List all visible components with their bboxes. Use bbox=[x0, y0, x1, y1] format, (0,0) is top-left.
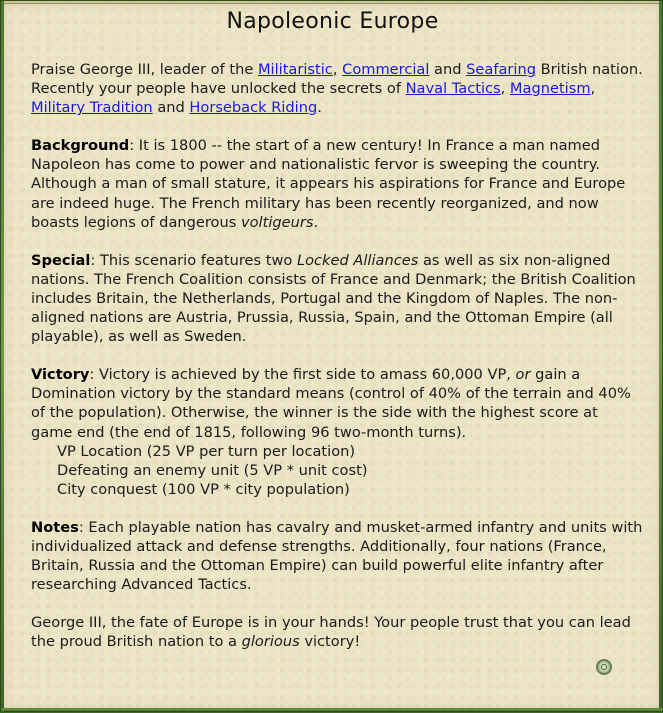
tech-link-magnetism[interactable]: Magnetism bbox=[509, 80, 591, 98]
dialog-border-right bbox=[659, 1, 662, 713]
intro-text: . bbox=[317, 99, 322, 117]
intro-paragraph bbox=[31, 60, 643, 117]
dialog-title: Napoleonic Europe bbox=[226, 9, 439, 34]
intro-text: , bbox=[500, 80, 510, 98]
tech-link-horseback-riding[interactable]: Horseback Riding bbox=[189, 99, 318, 117]
closing-italic: glorious bbox=[241, 633, 300, 651]
background-paragraph bbox=[31, 136, 643, 231]
intro-text: Praise George III, leader of the bbox=[31, 61, 258, 78]
intro-text: British nation. Recently your people have unlocked the secrets of bbox=[31, 61, 643, 98]
dialog-border-left bbox=[1, 1, 4, 713]
victory-heading: Victory bbox=[31, 366, 90, 384]
heading-colon: : bbox=[78, 518, 89, 536]
background-end: . bbox=[313, 213, 319, 231]
background-heading: Background bbox=[31, 137, 130, 155]
victory-text: Victory is achieved by the first side to amass 60,000 VP, bbox=[98, 366, 516, 384]
heading-colon: : bbox=[129, 137, 139, 155]
tech-link-naval-tactics[interactable]: Naval Tactics bbox=[405, 80, 501, 98]
ok-circle-icon[interactable] bbox=[596, 659, 612, 675]
tech-link-military-tradition[interactable]: Military Tradition bbox=[31, 99, 153, 117]
victory-item: VP Location (25 VP per turn per location) bbox=[57, 442, 356, 460]
closing-paragraph bbox=[31, 613, 643, 651]
background-italic: voltigeurs bbox=[240, 213, 314, 231]
notes-text: Each playable nation has cavalry and musket-armed infantry and units with individualized attack and defense strengths. Additionally, four nations (France, Britain, Russia and the Ottoman Empire) can build powerful elite infantry after researching Advanced Tactics. bbox=[31, 518, 643, 594]
special-text: as well as six non-aligned nations. The French Coalition consists of France and Denmark; the British Coalition includes Britain, the Netherlands, Portugal and the Kingdom of Naples. The non-aligned nations are Austria, Prussia, Russia, Spain, and the Ottoman Empire (all playable), as well as Sweden. bbox=[31, 251, 636, 346]
special-paragraph bbox=[31, 251, 643, 346]
trait-link-commercial[interactable]: Commercial bbox=[342, 61, 430, 78]
victory-text: gain a Domination victory by the standard means (control of 40% of the terrain and 40% of the population). Otherwise, the winner is the side with the highest score at game end (the end of 1815, following 96 two-month turns). bbox=[31, 366, 631, 441]
closing-text: George III, the fate of Europe is in your hands! Your people trust that you can lead the proud British nation to a bbox=[31, 614, 631, 651]
dialog-border-bottom bbox=[1, 708, 663, 711]
intro-text: and bbox=[152, 99, 190, 117]
victory-paragraph bbox=[31, 365, 643, 499]
heading-colon: : bbox=[90, 251, 100, 269]
victory-item: City conquest (100 VP * city population) bbox=[57, 480, 350, 498]
notes-heading: Notes bbox=[31, 518, 79, 536]
background-text: It is 1800 -- the start of a new century! In France a man named Napoleon has come to power and nationalistic fervor is sweeping the country. Although a man of small stature, it appears his aspirations for France and Europe are indeed huge. The French military has been recently reorganized, and now boasts legions of dangerous bbox=[31, 137, 626, 231]
notes-paragraph bbox=[31, 518, 643, 594]
victory-item: Defeating an enemy unit (5 VP * unit cost) bbox=[57, 461, 368, 479]
trait-link-militaristic[interactable]: Militaristic bbox=[257, 61, 333, 78]
special-text: This scenario features two bbox=[99, 251, 297, 269]
special-italic: Locked Alliances bbox=[296, 251, 419, 269]
trait-link-seafaring[interactable]: Seafaring bbox=[466, 61, 536, 78]
heading-colon: : bbox=[89, 366, 99, 384]
scenario-description bbox=[31, 60, 643, 670]
closing-text: victory! bbox=[299, 633, 361, 651]
special-heading: Special bbox=[31, 251, 91, 269]
intro-text: and bbox=[429, 61, 467, 78]
intro-text: , bbox=[590, 80, 596, 98]
intro-text: , bbox=[332, 61, 343, 78]
victory-italic: or bbox=[515, 366, 531, 384]
